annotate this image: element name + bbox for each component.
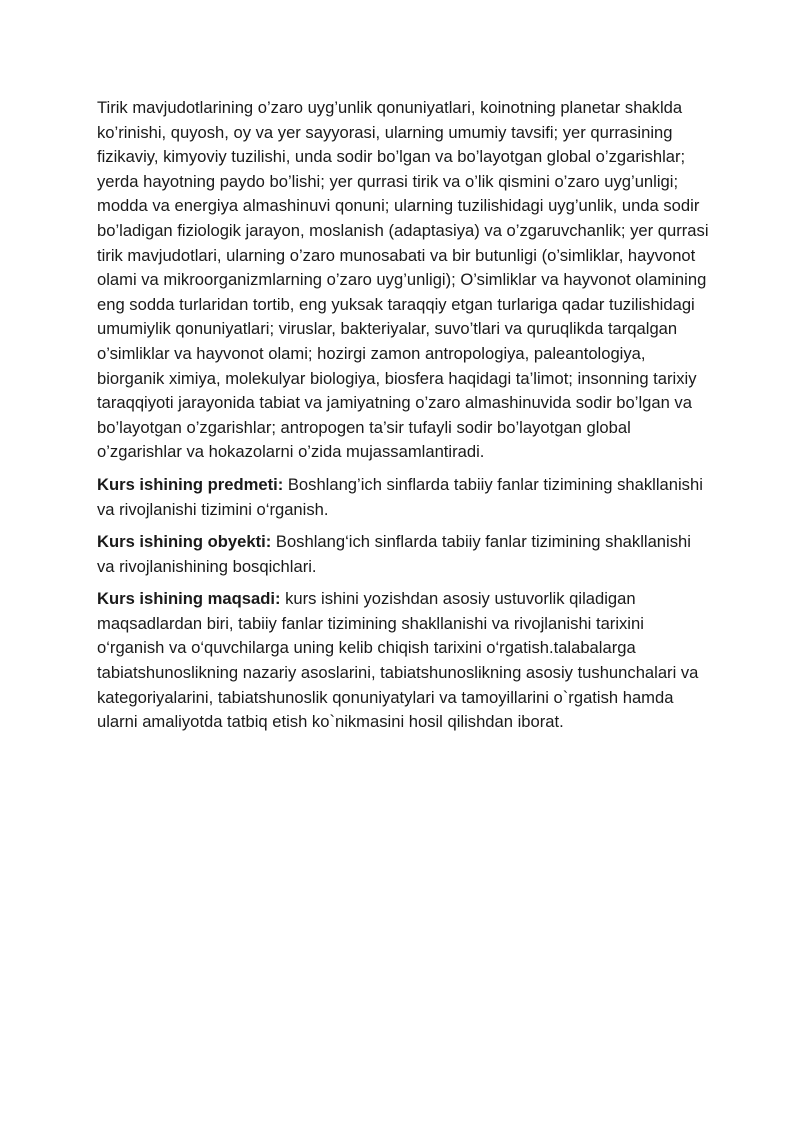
goal-text: kurs ishini yozishdan asosiy ustuvorlik qiladigan maqsadlardan biri, tabiiy fanlar tizimining shakllanishi va rivojlanishi tarixini o‘rganish va o‘quvchilarga uning kelib chiqish tarixini o‘rgatish.talabalarga tabiatshunoslikning nazariy asoslarini, tabiatshunoslikning asosiy tushunchalari va kategoriyalarini, tabiatshunoslik qonuniyatylari va tamoyillarini o`rgatish hamda ularni amaliyotda tatbiq etish ko`nikmasini hosil qilishdan iborat. [97, 589, 699, 732]
object-text: Boshlang‘ich sinflarda tabiiy fanlar tizimining shakllanishi va rivojlanishining bosqichlari. [97, 532, 691, 576]
goal-paragraph [97, 587, 709, 735]
subject-label: Kurs ishining predmeti: [97, 474, 284, 494]
goal-label: Kurs ishining maqsadi: [97, 589, 281, 609]
intro-paragraph: Tirik mavjudotlarining o’zaro uyg’unlik qonuniyatlari, koinotning planetar shaklda ko’rinishi, quyosh, oy va yer sayyorasi, ularning umumiy tavsifi; yer qurrasining fizikaviy, kimyoviy tuzilishi, unda sodir bo’lgan va bo’layotgan global o’zgarishlar; yerda hayotning paydo bo’lishi; yer qurrasi tirik va o’lik qismini o’zaro uyg’unligi; modda va energiya almashinuvi qonuni; ularning tuzilishidagi uyg’unlik, unda sodir bo’ladigan fiziologik jarayon, moslanish (adaptasiya) va o’zgaruvchanlik; yer qurrasi tirik mavjudotlari, ularning o’zaro munosabati va bir butunligi (o’simliklar, hayvonot olami va mikroorganizmlarning o’zaro uyg’unligi); O’simliklar va hayvonot olamining eng sodda turlaridan tortib, eng yuksak taraqqiy etgan turlariga qadar tuzilishidagi umumiylik qonuniyatlari; viruslar, bakteriyalar, suvo’tlari va quruqlikda tarqalgan o’simliklar va hayvonot olami; hozirgi zamon antropologiya, paleantologiya, biorganik ximiya, molekulyar biologiya, biosfera haqidagi ta’limot; insonning tarixiy taraqqiyoti jarayonida tabiat va jamiyatning o’zaro almashinuvida sodir bo’lgan va bo’layotgan o’zgarishlar; antropogen ta’sir tufayli sodir bo’layotgan global o’zgarishlar va hokazolarni o’zida mujassamlantiradi. [97, 98, 709, 462]
object-paragraph [97, 530, 709, 579]
subject-paragraph [97, 473, 709, 522]
document-page [97, 96, 709, 743]
subject-text: Boshlang’ich sinflarda tabiiy fanlar tizimining shakllanishi va rivojlanishi tizimini o‘rganish. [97, 474, 703, 519]
object-label: Kurs ishining obyekti: [97, 532, 272, 552]
